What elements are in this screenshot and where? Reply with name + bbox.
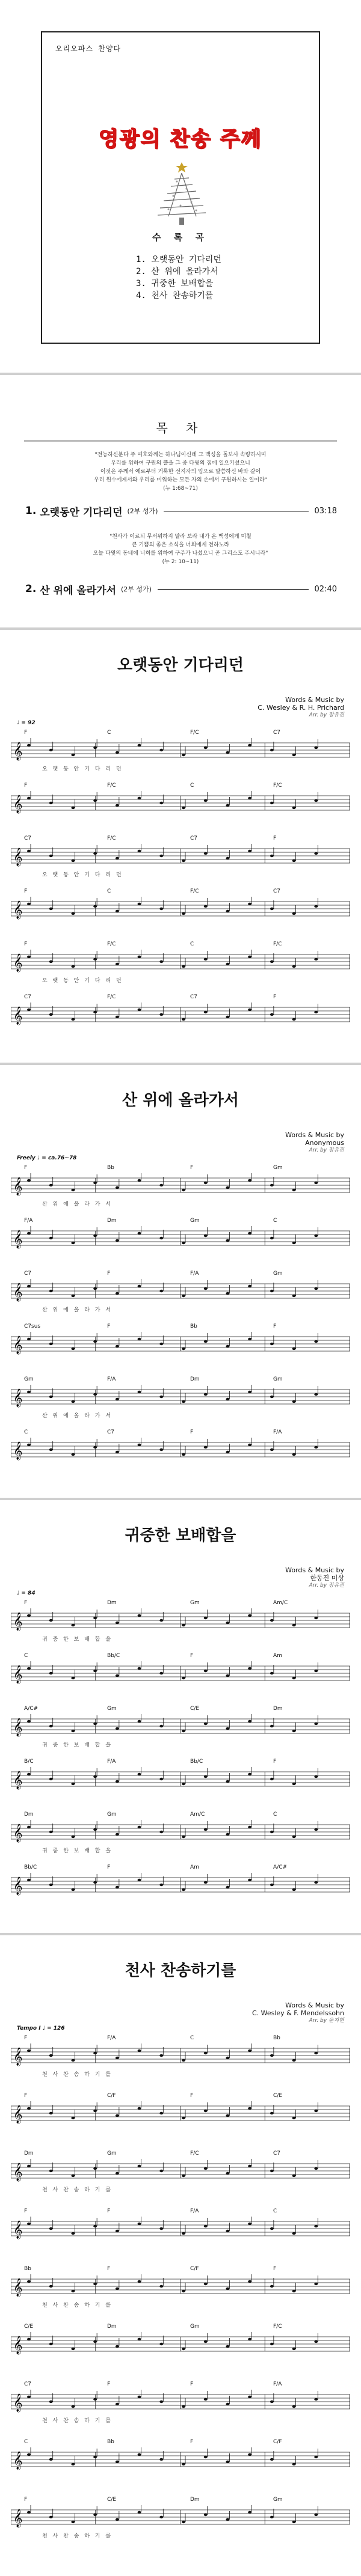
chord-symbol: F/C: [190, 2150, 199, 2156]
chord-symbol: F/A: [190, 2208, 199, 2214]
svg-text:𝄞: 𝄞: [13, 1877, 23, 1895]
quote-line: 오늘 다윗의 동네에 너희를 위하여 구주가 나셨으니 곧 그리스도 주시니라": [93, 551, 268, 557]
svg-text:𝄞: 𝄞: [13, 742, 23, 760]
music-staff: [11, 738, 350, 762]
track-list-item: 4. 천사 찬송하기를: [136, 291, 214, 301]
chord-symbol: F: [24, 783, 28, 789]
chord-symbol: F: [107, 1271, 111, 1277]
svg-text:𝄞: 𝄞: [13, 1613, 23, 1631]
music-staff: [11, 844, 350, 868]
chord-symbol: F/C: [107, 783, 116, 789]
chord-symbol: F: [190, 1165, 194, 1171]
toc-number: 1.: [25, 505, 37, 517]
svg-text:𝄞: 𝄞: [13, 2452, 23, 2470]
chord-symbol: Bb/C: [24, 1864, 37, 1870]
toc-song-title: 오랫동안 기다리던: [40, 506, 123, 519]
chord-symbol: C7sus: [24, 1323, 41, 1329]
scripture-quote: [36, 451, 325, 493]
music-staff: [11, 2159, 350, 2183]
tempo-marking: ♩ = 84: [17, 1590, 35, 1596]
lyric-line: 산 위 에 올 라 가 서: [42, 1201, 113, 1207]
lyric-line: 천 사 찬 송 하 기 를: [42, 2187, 113, 2193]
chord-symbol: Bb: [24, 2266, 31, 2272]
toc-entry[interactable]: [25, 504, 337, 518]
track-list-item: 1. 오랫동안 기다리던: [136, 255, 221, 264]
chord-symbol: C7: [190, 994, 198, 1000]
music-staff: [11, 897, 350, 921]
chord-symbol: F: [107, 1323, 111, 1329]
chord-symbol: F: [24, 2093, 28, 2099]
arranger-credit: Arr. by 장유진: [309, 1583, 344, 1589]
cover-page: [0, 0, 361, 373]
chord-symbol: F/C: [273, 783, 282, 789]
chord-symbol: F: [107, 2208, 111, 2214]
chord-symbol: F: [107, 1864, 111, 1870]
chord-symbol: Gm: [190, 1600, 200, 1606]
music-staff: [11, 2217, 350, 2241]
chord-symbol: C7: [107, 1429, 115, 1435]
chord-symbol: C: [24, 1653, 28, 1659]
quote-line: "전능하신분다 주 여호와께는 하나님이신데 그 백성을 돌보사 속량하시며: [94, 452, 267, 458]
toc-divider: [24, 440, 337, 442]
chord-symbol: F: [24, 1165, 28, 1171]
lyric-line: 산 위 에 올 라 가 서: [42, 1307, 113, 1313]
chord-symbol: F: [24, 2035, 28, 2041]
chord-symbol: F: [273, 835, 277, 841]
chord-symbol: Dm: [24, 1811, 34, 1818]
chord-symbol: Bb: [107, 2439, 114, 2445]
chord-symbol: C: [273, 2208, 277, 2214]
quote-line: 이것은 주께서 예로부터 거룩한 선지자의 입으로 말씀하신 바와 같이: [100, 469, 261, 475]
chord-symbol: Gm: [24, 1376, 34, 1382]
svg-text:𝄞: 𝄞: [13, 1771, 23, 1789]
credit-line: 한동진 미상: [310, 1574, 344, 1582]
svg-text:𝄞: 𝄞: [13, 1442, 23, 1460]
song-title: 귀중한 보배합을: [125, 1527, 236, 1545]
chord-symbol: C7: [24, 1271, 32, 1277]
svg-text:𝄞: 𝄞: [13, 954, 23, 972]
chord-symbol: C/F: [273, 2439, 282, 2445]
chord-symbol: F/C: [107, 835, 116, 841]
christmas-tree-icon: [144, 157, 219, 228]
series-label: 오리오파스 찬양다: [55, 44, 121, 53]
chord-symbol: Bb/C: [190, 1759, 203, 1765]
lyric-line: 천 사 찬 송 하 기 를: [42, 2303, 113, 2309]
track-list-item: 3. 귀중한 보배합을: [136, 279, 214, 288]
music-staff: [11, 1873, 350, 1897]
arranger-credit: Arr. by 윤지현: [309, 2018, 344, 2024]
chord-symbol: Am: [190, 1864, 199, 1870]
chord-symbol: C/E: [190, 1706, 200, 1712]
svg-text:𝄞: 𝄞: [13, 1230, 23, 1248]
quote-line: 큰 기쁨의 좋은 소식을 너희에게 전하노라: [131, 542, 230, 548]
svg-text:𝄞: 𝄞: [13, 1007, 23, 1025]
chord-symbol: Gm: [190, 1218, 200, 1224]
song-title: 산 위에 올라가서: [122, 1091, 239, 1109]
svg-text:𝄞: 𝄞: [13, 2278, 23, 2297]
chord-symbol: F/C: [107, 941, 116, 947]
chord-symbol: A/C#: [273, 1864, 288, 1870]
chord-symbol: F/A: [273, 2381, 282, 2387]
chord-symbol: F/A: [190, 1271, 199, 1277]
toc-part-label: (2부 성가): [127, 507, 158, 515]
lyric-line: 천 사 찬 송 하 기 를: [42, 2072, 113, 2078]
credit-line: Words & Music by: [285, 696, 344, 704]
music-staff: [11, 1226, 350, 1250]
chord-symbol: Gm: [273, 1165, 283, 1171]
music-staff: [11, 1608, 350, 1632]
music-staff: [11, 1279, 350, 1303]
chord-symbol: F: [190, 1429, 194, 1435]
toc-song-title: 산 위에 올라가서: [40, 584, 117, 597]
chord-symbol: F/A: [273, 1429, 282, 1435]
music-staff: [11, 1332, 350, 1356]
chord-symbol: Am/C: [190, 1811, 205, 1818]
music-staff: [11, 2274, 350, 2298]
lyric-line: 천 사 찬 송 하 기 를: [42, 2533, 113, 2539]
chord-symbol: F: [107, 2266, 111, 2272]
music-staff: [11, 1767, 350, 1791]
music-staff: [11, 1661, 350, 1685]
chord-symbol: F: [24, 888, 28, 894]
chord-symbol: F: [273, 994, 277, 1000]
chord-symbol: C: [24, 1429, 28, 1435]
quote-line: 우리 원수에게서와 우리를 미워하는 모든 자의 손에서 구원하시는 일이라": [94, 477, 267, 483]
music-staff: [11, 791, 350, 815]
cover-frame: [41, 31, 320, 344]
chord-symbol: Gm: [190, 2324, 200, 2330]
chord-symbol: C7: [273, 2150, 281, 2156]
song-credits: [285, 1566, 344, 1590]
svg-text:𝄞: 𝄞: [13, 1718, 23, 1736]
chord-symbol: F: [273, 1759, 277, 1765]
toc-part-label: (2부 성가): [121, 585, 152, 593]
lyric-line: 천 사 찬 송 하 기 를: [42, 2418, 113, 2424]
chord-symbol: C7: [273, 730, 281, 736]
scripture-quote: [36, 533, 325, 566]
toc-duration: 03:18: [314, 506, 337, 516]
chord-symbol: C: [190, 783, 194, 789]
chord-symbol: Bb: [273, 2035, 280, 2041]
chord-symbol: Bb: [107, 1165, 114, 1171]
chord-symbol: C: [190, 2035, 194, 2041]
svg-text:𝄞: 𝄞: [13, 2221, 23, 2239]
quote-reference: (누 2: 10~11): [162, 559, 199, 565]
svg-text:𝄞: 𝄞: [13, 2105, 23, 2123]
chord-symbol: Am/C: [273, 1600, 288, 1606]
svg-text:𝄞: 𝄞: [13, 2048, 23, 2066]
chord-symbol: F/C: [190, 730, 199, 736]
chord-symbol: Bb/C: [107, 1653, 120, 1659]
chord-symbol: F/A: [107, 2035, 116, 2041]
lyric-line: 오 랫 동 안 기 다 리 던: [42, 766, 123, 772]
music-staff: [11, 1438, 350, 1462]
toc-title: 목 차: [156, 421, 205, 435]
chord-symbol: F: [273, 2266, 277, 2272]
chord-symbol: Dm: [190, 1376, 200, 1382]
svg-text:𝄞: 𝄞: [13, 1665, 23, 1683]
cover-title: 영광의 찬송 주께: [99, 127, 262, 151]
score-page: [0, 630, 361, 1063]
chord-symbol: F: [190, 1653, 194, 1659]
chord-symbol: F: [273, 1323, 277, 1329]
chord-symbol: F: [24, 730, 28, 736]
chord-symbol: C/E: [24, 2324, 34, 2330]
credit-line: Words & Music by: [285, 1566, 344, 1574]
score-page: [0, 1500, 361, 1933]
chord-symbol: F/A: [107, 1376, 116, 1382]
track-list-heading: 수 록 곡: [152, 232, 209, 243]
toc-number: 2.: [25, 583, 37, 595]
svg-text:𝄞: 𝄞: [13, 2509, 23, 2527]
chord-symbol: C: [273, 1811, 277, 1818]
chord-symbol: F/A: [24, 1218, 33, 1224]
chord-symbol: Gm: [273, 2497, 283, 2503]
chord-symbol: B/C: [24, 1759, 34, 1765]
toc-leader-line: [158, 589, 309, 590]
lyric-line: 산 위 에 올 라 가 서: [42, 1413, 113, 1419]
song-credits: [258, 696, 344, 719]
chord-symbol: C7: [24, 994, 32, 1000]
chord-symbol: F: [190, 2381, 194, 2387]
chord-symbol: F: [107, 2381, 111, 2387]
svg-text:𝄞: 𝄞: [13, 2394, 23, 2412]
credit-line: C. Wesley & R. H. Prichard: [258, 704, 344, 712]
svg-text:𝄞: 𝄞: [13, 1177, 23, 1195]
lyric-line: 귀 중 한 보 배 합 을: [42, 1637, 113, 1643]
chord-symbol: Dm: [273, 1706, 283, 1712]
tempo-marking: Tempo I ♩ = 126: [17, 2025, 65, 2031]
chord-symbol: Gm: [107, 1811, 117, 1818]
tempo-marking: Freely ♩ = ca.76~78: [17, 1155, 77, 1161]
song-credits: [252, 2001, 344, 2025]
music-staff: [11, 2390, 350, 2414]
quote-line: 우리를 위하여 구원의 뿔을 그 종 다윗의 집에 일으키셨으니: [111, 460, 250, 466]
lyric-line: 오 랫 동 안 기 다 리 던: [42, 872, 123, 878]
music-staff: [11, 1714, 350, 1738]
music-staff: [11, 1820, 350, 1844]
chord-symbol: F/C: [190, 888, 199, 894]
score-page: [0, 1935, 361, 2576]
chord-symbol: Gm: [273, 1271, 283, 1277]
music-staff: [11, 2332, 350, 2356]
svg-text:𝄞: 𝄞: [13, 848, 23, 866]
music-staff: [11, 1385, 350, 1409]
quote-reference: (누 1:68~71): [163, 486, 198, 492]
svg-text:𝄞: 𝄞: [13, 2336, 23, 2354]
svg-text:𝄞: 𝄞: [13, 1283, 23, 1301]
song-title: 천사 찬송하기를: [125, 1962, 236, 1980]
chord-symbol: C7: [24, 835, 32, 841]
credit-line: C. Wesley & F. Mendelssohn: [251, 2009, 344, 2017]
lyric-line: 귀 중 한 보 배 합 을: [42, 1848, 113, 1854]
svg-text:𝄞: 𝄞: [13, 1824, 23, 1842]
song-credits: [285, 1131, 344, 1155]
chord-symbol: F: [190, 2093, 194, 2099]
music-staff: [11, 2505, 350, 2529]
chord-symbol: F: [24, 2208, 28, 2214]
chord-symbol: Dm: [107, 1218, 117, 1224]
chord-symbol: C/F: [107, 2093, 116, 2099]
music-staff: [11, 2043, 350, 2068]
arranger-credit: Arr. by 장유진: [309, 712, 344, 718]
chord-symbol: C: [190, 941, 194, 947]
chord-symbol: Dm: [107, 2324, 117, 2330]
music-staff: [11, 950, 350, 974]
music-staff: [11, 2101, 350, 2125]
chord-symbol: Dm: [107, 1600, 117, 1606]
music-staff: [11, 1173, 350, 1197]
chord-symbol: F/C: [107, 994, 116, 1000]
track-list-item: 2. 산 위에 올라가서: [136, 267, 218, 276]
quote-line: "천사가 이르되 무서워하지 말라 보라 내가 온 백성에게 미칠: [110, 534, 251, 540]
chord-symbol: Dm: [24, 2150, 34, 2156]
toc-entry[interactable]: [25, 582, 337, 596]
chord-symbol: F: [24, 941, 28, 947]
credit-line: Anonymous: [305, 1139, 344, 1147]
music-staff: [11, 2447, 350, 2471]
svg-text:𝄞: 𝄞: [13, 1389, 23, 1407]
chord-symbol: A/C#: [24, 1706, 39, 1712]
credit-line: Words & Music by: [285, 2001, 344, 2009]
arranger-credit: Arr. by 장유진: [309, 1147, 344, 1153]
chord-symbol: F/C: [273, 941, 282, 947]
chord-symbol: Bb: [190, 1323, 197, 1329]
chord-symbol: F: [24, 2497, 28, 2503]
lyric-line: 귀 중 한 보 배 합 을: [42, 1742, 113, 1748]
svg-text:𝄞: 𝄞: [13, 1336, 23, 1354]
chord-symbol: Gm: [107, 1706, 117, 1712]
chord-symbol: F: [24, 1600, 28, 1606]
track-list: [136, 254, 221, 302]
tempo-marking: ♩ = 92: [17, 720, 35, 726]
chord-symbol: Dm: [190, 2497, 200, 2503]
chord-symbol: Gm: [273, 1376, 283, 1382]
chord-symbol: F/A: [107, 1759, 116, 1765]
chord-symbol: C7: [273, 888, 281, 894]
chord-symbol: F: [190, 2439, 194, 2445]
chord-symbol: C/F: [190, 2266, 199, 2272]
chord-symbol: C: [107, 730, 111, 736]
chord-symbol: C: [24, 2439, 28, 2445]
chord-symbol: C/E: [107, 2497, 117, 2503]
chord-symbol: C: [107, 888, 111, 894]
svg-text:𝄞: 𝄞: [13, 2163, 23, 2181]
music-staff: [11, 1003, 350, 1027]
toc-page: [0, 375, 361, 627]
chord-symbol: C/E: [273, 2093, 283, 2099]
svg-text:𝄞: 𝄞: [13, 795, 23, 813]
chord-symbol: C7: [190, 835, 198, 841]
score-page: [0, 1065, 361, 1498]
credit-line: Words & Music by: [285, 1131, 344, 1139]
chord-symbol: Am: [273, 1653, 282, 1659]
chord-symbol: Gm: [107, 2150, 117, 2156]
chord-symbol: C7: [24, 2381, 32, 2387]
song-title: 오랫동안 기다리던: [117, 656, 244, 674]
svg-text:𝄞: 𝄞: [13, 901, 23, 919]
lyric-line: 오 랫 동 안 기 다 리 던: [42, 978, 123, 984]
toc-duration: 02:40: [314, 584, 337, 594]
chord-symbol: C: [273, 1218, 277, 1224]
chord-symbol: F/C: [273, 2324, 282, 2330]
